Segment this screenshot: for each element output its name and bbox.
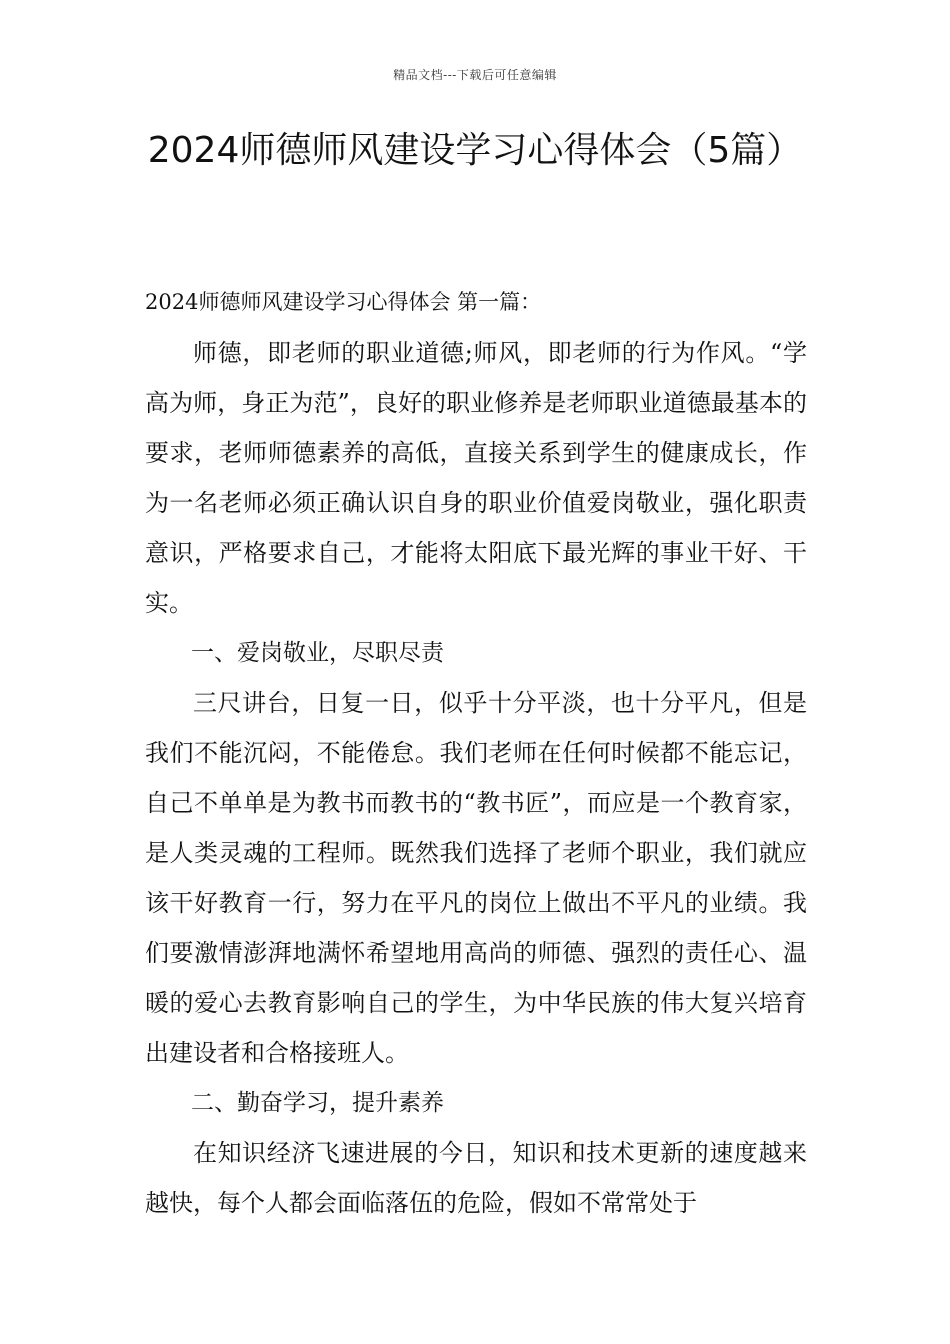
header-note: 精品文档---下载后可任意编辑 (393, 68, 557, 82)
document-body (145, 278, 807, 1228)
subheading-2: 二、勤奋学习，提升素养 (191, 1090, 444, 1116)
section-heading: 2024师德师风建设学习心得体会 第一篇： (145, 290, 542, 314)
document-title: 2024师德师风建设学习心得体会（5篇） (147, 130, 803, 171)
paragraph-3: 在知识经济飞速进展的今日，知识和技术更新的速度越来越快，每个人都会面临落伍的危险，假如不常常处于 (145, 1139, 807, 1217)
paragraph-2: 三尺讲台，日复一日，似乎十分平淡，也十分平凡，但是我们不能沉闷，不能倦怠。我们老师在任何时候都不能忘记，自己不单单是为教书而教书的“教书匠”，而应是一个教育家，是人类灵魂的工程师。既然我们选择了老师个职业，我们就应该干好教育一行，努力在平凡的岗位上做出不平凡的业绩。我们要激情澎湃地满怀希望地用高尚的师德、强烈的责任心、温暖的爱心去教育影响自己的学生，为中华民族的伟大复兴培育出建设者和合格接班人。 (145, 689, 807, 1067)
paragraph-intro: 师德，即老师的职业道德;师风，即老师的行为作风。“学高为师，身正为范”，良好的职业修养是老师职业道德最基本的要求，老师师德素养的高低，直接关系到学生的健康成长，作为一名老师必须正确认识自身的职业价值爱岗敬业，强化职责意识，严格要求自己，才能将太阳底下最光辉的事业干好、干实。 (145, 339, 807, 617)
subheading-1: 一、爱岗敬业，尽职尽责 (191, 640, 444, 666)
